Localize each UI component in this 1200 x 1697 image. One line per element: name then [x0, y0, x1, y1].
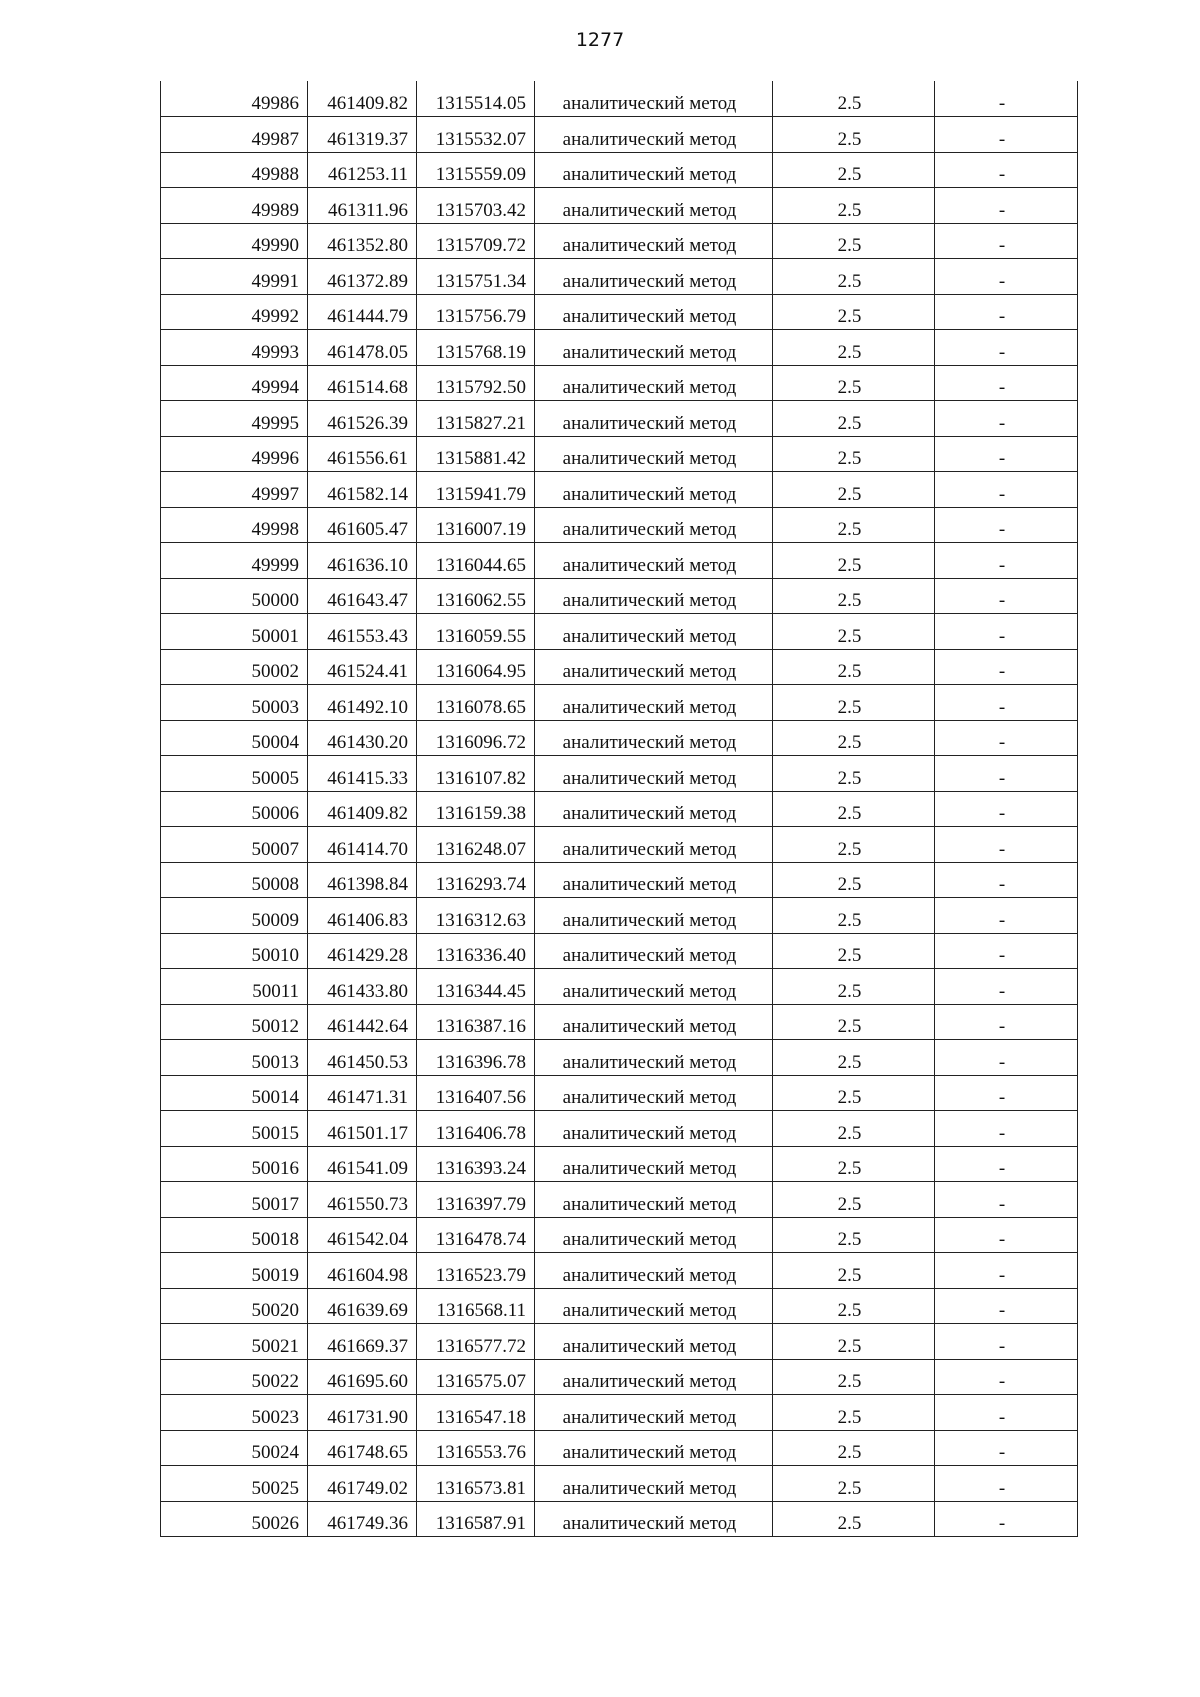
accuracy-cell: 2.5 [773, 1288, 935, 1324]
accuracy-cell: 2.5 [773, 649, 935, 685]
method-cell: аналитический метод [535, 933, 773, 969]
accuracy-cell: 2.5 [773, 1253, 935, 1289]
method-cell: аналитический метод [535, 1466, 773, 1502]
table-row [161, 898, 1078, 934]
x-coordinate-cell: 461636.10 [308, 543, 417, 579]
point-number-cell: 49995 [161, 401, 308, 437]
x-coordinate-cell: 461542.04 [308, 1217, 417, 1253]
x-coordinate-cell: 461749.36 [308, 1501, 417, 1537]
method-cell: аналитический метод [535, 862, 773, 898]
method-cell: аналитический метод [535, 756, 773, 792]
x-coordinate-cell: 461526.39 [308, 401, 417, 437]
accuracy-cell: 2.5 [773, 117, 935, 153]
point-number-cell: 50002 [161, 649, 308, 685]
y-coordinate-cell: 1316523.79 [417, 1253, 535, 1289]
accuracy-cell: 2.5 [773, 756, 935, 792]
x-coordinate-cell: 461409.82 [308, 791, 417, 827]
table-row [161, 365, 1078, 401]
method-cell: аналитический метод [535, 898, 773, 934]
point-number-cell: 50019 [161, 1253, 308, 1289]
table-row [161, 294, 1078, 330]
y-coordinate-cell: 1315709.72 [417, 223, 535, 259]
table-row [161, 1253, 1078, 1289]
point-number-cell: 50004 [161, 720, 308, 756]
method-cell: аналитический метод [535, 791, 773, 827]
y-coordinate-cell: 1315756.79 [417, 294, 535, 330]
point-number-cell: 49993 [161, 330, 308, 366]
x-coordinate-cell: 461604.98 [308, 1253, 417, 1289]
table-row [161, 685, 1078, 721]
method-cell: аналитический метод [535, 1004, 773, 1040]
point-number-cell: 49988 [161, 152, 308, 188]
point-number-cell: 49989 [161, 188, 308, 224]
note-cell: - [935, 188, 1078, 224]
point-number-cell: 49998 [161, 507, 308, 543]
note-cell: - [935, 401, 1078, 437]
table-row [161, 756, 1078, 792]
method-cell: аналитический метод [535, 614, 773, 650]
y-coordinate-cell: 1315881.42 [417, 436, 535, 472]
x-coordinate-cell: 461550.73 [308, 1182, 417, 1218]
note-cell: - [935, 1040, 1078, 1076]
y-coordinate-cell: 1315827.21 [417, 401, 535, 437]
page-number: 1277 [575, 29, 625, 51]
accuracy-cell: 2.5 [773, 401, 935, 437]
y-coordinate-cell: 1316587.91 [417, 1501, 535, 1537]
note-cell: - [935, 791, 1078, 827]
table-row [161, 543, 1078, 579]
x-coordinate-cell: 461415.33 [308, 756, 417, 792]
table-row [161, 1501, 1078, 1537]
y-coordinate-cell: 1316573.81 [417, 1466, 535, 1502]
note-cell: - [935, 1253, 1078, 1289]
point-number-cell: 50011 [161, 969, 308, 1005]
method-cell: аналитический метод [535, 543, 773, 579]
note-cell: - [935, 1182, 1078, 1218]
table-row [161, 152, 1078, 188]
accuracy-cell: 2.5 [773, 614, 935, 650]
table-row [161, 1075, 1078, 1111]
table-row [161, 330, 1078, 366]
accuracy-cell: 2.5 [773, 1075, 935, 1111]
y-coordinate-cell: 1315941.79 [417, 472, 535, 508]
table-row [161, 1182, 1078, 1218]
x-coordinate-cell: 461406.83 [308, 898, 417, 934]
method-cell: аналитический метод [535, 1111, 773, 1147]
point-number-cell: 50010 [161, 933, 308, 969]
table-row [161, 614, 1078, 650]
table-row [161, 472, 1078, 508]
accuracy-cell: 2.5 [773, 436, 935, 472]
accuracy-cell: 2.5 [773, 1359, 935, 1395]
method-cell: аналитический метод [535, 294, 773, 330]
method-cell: аналитический метод [535, 1359, 773, 1395]
x-coordinate-cell: 461541.09 [308, 1146, 417, 1182]
y-coordinate-cell: 1316064.95 [417, 649, 535, 685]
accuracy-cell: 2.5 [773, 223, 935, 259]
method-cell: аналитический метод [535, 401, 773, 437]
accuracy-cell: 2.5 [773, 933, 935, 969]
table-row [161, 436, 1078, 472]
note-cell: - [935, 720, 1078, 756]
note-cell: - [935, 649, 1078, 685]
note-cell: - [935, 436, 1078, 472]
method-cell: аналитический метод [535, 1430, 773, 1466]
point-number-cell: 49997 [161, 472, 308, 508]
x-coordinate-cell: 461695.60 [308, 1359, 417, 1395]
accuracy-cell: 2.5 [773, 1324, 935, 1360]
x-coordinate-cell: 461524.41 [308, 649, 417, 685]
note-cell: - [935, 969, 1078, 1005]
accuracy-cell: 2.5 [773, 1217, 935, 1253]
y-coordinate-cell: 1316007.19 [417, 507, 535, 543]
x-coordinate-cell: 461639.69 [308, 1288, 417, 1324]
note-cell: - [935, 862, 1078, 898]
method-cell: аналитический метод [535, 472, 773, 508]
table-row [161, 1466, 1078, 1502]
note-cell: - [935, 1324, 1078, 1360]
table-row [161, 1395, 1078, 1431]
method-cell: аналитический метод [535, 1501, 773, 1537]
table-row [161, 1217, 1078, 1253]
point-number-cell: 50000 [161, 578, 308, 614]
accuracy-cell: 2.5 [773, 791, 935, 827]
table-row [161, 649, 1078, 685]
note-cell: - [935, 756, 1078, 792]
point-number-cell: 50006 [161, 791, 308, 827]
note-cell: - [935, 152, 1078, 188]
y-coordinate-cell: 1316553.76 [417, 1430, 535, 1466]
table-row [161, 1430, 1078, 1466]
point-number-cell: 49987 [161, 117, 308, 153]
note-cell: - [935, 507, 1078, 543]
x-coordinate-cell: 461409.82 [308, 81, 417, 117]
y-coordinate-cell: 1316312.63 [417, 898, 535, 934]
method-cell: аналитический метод [535, 649, 773, 685]
y-coordinate-cell: 1316397.79 [417, 1182, 535, 1218]
accuracy-cell: 2.5 [773, 543, 935, 579]
accuracy-cell: 2.5 [773, 1146, 935, 1182]
note-cell: - [935, 543, 1078, 579]
x-coordinate-cell: 461748.65 [308, 1430, 417, 1466]
y-coordinate-cell: 1315559.09 [417, 152, 535, 188]
method-cell: аналитический метод [535, 330, 773, 366]
point-number-cell: 50020 [161, 1288, 308, 1324]
table-row [161, 1324, 1078, 1360]
table-row [161, 1359, 1078, 1395]
table-row [161, 401, 1078, 437]
table-row [161, 933, 1078, 969]
note-cell: - [935, 1217, 1078, 1253]
note-cell: - [935, 1004, 1078, 1040]
method-cell: аналитический метод [535, 578, 773, 614]
method-cell: аналитический метод [535, 1253, 773, 1289]
method-cell: аналитический метод [535, 223, 773, 259]
point-number-cell: 49990 [161, 223, 308, 259]
note-cell: - [935, 827, 1078, 863]
method-cell: аналитический метод [535, 436, 773, 472]
accuracy-cell: 2.5 [773, 1182, 935, 1218]
y-coordinate-cell: 1315532.07 [417, 117, 535, 153]
note-cell: - [935, 472, 1078, 508]
table-row [161, 1146, 1078, 1182]
x-coordinate-cell: 461430.20 [308, 720, 417, 756]
point-number-cell: 50022 [161, 1359, 308, 1395]
y-coordinate-cell: 1315703.42 [417, 188, 535, 224]
y-coordinate-cell: 1316478.74 [417, 1217, 535, 1253]
x-coordinate-cell: 461352.80 [308, 223, 417, 259]
x-coordinate-cell: 461731.90 [308, 1395, 417, 1431]
coordinates-table-body [161, 81, 1078, 1537]
method-cell: аналитический метод [535, 1395, 773, 1431]
table-row [161, 223, 1078, 259]
x-coordinate-cell: 461582.14 [308, 472, 417, 508]
y-coordinate-cell: 1315792.50 [417, 365, 535, 401]
note-cell: - [935, 1395, 1078, 1431]
point-number-cell: 50018 [161, 1217, 308, 1253]
y-coordinate-cell: 1316407.56 [417, 1075, 535, 1111]
y-coordinate-cell: 1315514.05 [417, 81, 535, 117]
x-coordinate-cell: 461553.43 [308, 614, 417, 650]
table-row [161, 1111, 1078, 1147]
y-coordinate-cell: 1316336.40 [417, 933, 535, 969]
x-coordinate-cell: 461514.68 [308, 365, 417, 401]
point-number-cell: 50025 [161, 1466, 308, 1502]
accuracy-cell: 2.5 [773, 472, 935, 508]
point-number-cell: 50021 [161, 1324, 308, 1360]
note-cell: - [935, 294, 1078, 330]
method-cell: аналитический метод [535, 117, 773, 153]
y-coordinate-cell: 1316396.78 [417, 1040, 535, 1076]
method-cell: аналитический метод [535, 1146, 773, 1182]
point-number-cell: 49999 [161, 543, 308, 579]
accuracy-cell: 2.5 [773, 578, 935, 614]
x-coordinate-cell: 461429.28 [308, 933, 417, 969]
accuracy-cell: 2.5 [773, 188, 935, 224]
point-number-cell: 50017 [161, 1182, 308, 1218]
table-row [161, 969, 1078, 1005]
method-cell: аналитический метод [535, 1324, 773, 1360]
x-coordinate-cell: 461492.10 [308, 685, 417, 721]
table-row [161, 720, 1078, 756]
method-cell: аналитический метод [535, 81, 773, 117]
table-row [161, 81, 1078, 117]
accuracy-cell: 2.5 [773, 259, 935, 295]
y-coordinate-cell: 1316078.65 [417, 685, 535, 721]
x-coordinate-cell: 461372.89 [308, 259, 417, 295]
accuracy-cell: 2.5 [773, 81, 935, 117]
method-cell: аналитический метод [535, 152, 773, 188]
table-row [161, 1040, 1078, 1076]
x-coordinate-cell: 461253.11 [308, 152, 417, 188]
y-coordinate-cell: 1316159.38 [417, 791, 535, 827]
table-row [161, 188, 1078, 224]
accuracy-cell: 2.5 [773, 1501, 935, 1537]
point-number-cell: 50026 [161, 1501, 308, 1537]
note-cell: - [935, 1501, 1078, 1537]
table-row [161, 117, 1078, 153]
point-number-cell: 49992 [161, 294, 308, 330]
y-coordinate-cell: 1316406.78 [417, 1111, 535, 1147]
x-coordinate-cell: 461605.47 [308, 507, 417, 543]
note-cell: - [935, 1111, 1078, 1147]
accuracy-cell: 2.5 [773, 898, 935, 934]
method-cell: аналитический метод [535, 1075, 773, 1111]
point-number-cell: 49994 [161, 365, 308, 401]
x-coordinate-cell: 461471.31 [308, 1075, 417, 1111]
note-cell: - [935, 117, 1078, 153]
accuracy-cell: 2.5 [773, 152, 935, 188]
accuracy-cell: 2.5 [773, 685, 935, 721]
point-number-cell: 50003 [161, 685, 308, 721]
y-coordinate-cell: 1316044.65 [417, 543, 535, 579]
point-number-cell: 50023 [161, 1395, 308, 1431]
method-cell: аналитический метод [535, 720, 773, 756]
note-cell: - [935, 259, 1078, 295]
note-cell: - [935, 330, 1078, 366]
point-number-cell: 50008 [161, 862, 308, 898]
x-coordinate-cell: 461749.02 [308, 1466, 417, 1502]
method-cell: аналитический метод [535, 1217, 773, 1253]
method-cell: аналитический метод [535, 188, 773, 224]
y-coordinate-cell: 1316575.07 [417, 1359, 535, 1395]
y-coordinate-cell: 1316062.55 [417, 578, 535, 614]
y-coordinate-cell: 1316107.82 [417, 756, 535, 792]
x-coordinate-cell: 461433.80 [308, 969, 417, 1005]
accuracy-cell: 2.5 [773, 365, 935, 401]
y-coordinate-cell: 1316096.72 [417, 720, 535, 756]
table-row [161, 578, 1078, 614]
point-number-cell: 50024 [161, 1430, 308, 1466]
x-coordinate-cell: 461643.47 [308, 578, 417, 614]
point-number-cell: 49986 [161, 81, 308, 117]
x-coordinate-cell: 461669.37 [308, 1324, 417, 1360]
y-coordinate-cell: 1316248.07 [417, 827, 535, 863]
y-coordinate-cell: 1316568.11 [417, 1288, 535, 1324]
table-row [161, 862, 1078, 898]
x-coordinate-cell: 461414.70 [308, 827, 417, 863]
x-coordinate-cell: 461501.17 [308, 1111, 417, 1147]
x-coordinate-cell: 461311.96 [308, 188, 417, 224]
x-coordinate-cell: 461444.79 [308, 294, 417, 330]
accuracy-cell: 2.5 [773, 294, 935, 330]
x-coordinate-cell: 461478.05 [308, 330, 417, 366]
point-number-cell: 49991 [161, 259, 308, 295]
note-cell: - [935, 1075, 1078, 1111]
table-row [161, 1288, 1078, 1324]
note-cell: - [935, 898, 1078, 934]
accuracy-cell: 2.5 [773, 1111, 935, 1147]
table-row [161, 1004, 1078, 1040]
point-number-cell: 49996 [161, 436, 308, 472]
x-coordinate-cell: 461442.64 [308, 1004, 417, 1040]
accuracy-cell: 2.5 [773, 507, 935, 543]
note-cell: - [935, 933, 1078, 969]
point-number-cell: 50014 [161, 1075, 308, 1111]
x-coordinate-cell: 461398.84 [308, 862, 417, 898]
accuracy-cell: 2.5 [773, 1004, 935, 1040]
y-coordinate-cell: 1315751.34 [417, 259, 535, 295]
point-number-cell: 50016 [161, 1146, 308, 1182]
table-row [161, 827, 1078, 863]
table-row [161, 507, 1078, 543]
accuracy-cell: 2.5 [773, 1430, 935, 1466]
note-cell: - [935, 1359, 1078, 1395]
point-number-cell: 50001 [161, 614, 308, 650]
point-number-cell: 50013 [161, 1040, 308, 1076]
y-coordinate-cell: 1316577.72 [417, 1324, 535, 1360]
accuracy-cell: 2.5 [773, 827, 935, 863]
note-cell: - [935, 81, 1078, 117]
method-cell: аналитический метод [535, 969, 773, 1005]
y-coordinate-cell: 1316344.45 [417, 969, 535, 1005]
y-coordinate-cell: 1316393.24 [417, 1146, 535, 1182]
method-cell: аналитический метод [535, 1182, 773, 1218]
method-cell: аналитический метод [535, 259, 773, 295]
method-cell: аналитический метод [535, 1040, 773, 1076]
note-cell: - [935, 1288, 1078, 1324]
method-cell: аналитический метод [535, 1288, 773, 1324]
coordinates-table [160, 81, 1078, 1537]
note-cell: - [935, 614, 1078, 650]
method-cell: аналитический метод [535, 827, 773, 863]
x-coordinate-cell: 461450.53 [308, 1040, 417, 1076]
note-cell: - [935, 1430, 1078, 1466]
y-coordinate-cell: 1316293.74 [417, 862, 535, 898]
method-cell: аналитический метод [535, 365, 773, 401]
method-cell: аналитический метод [535, 507, 773, 543]
accuracy-cell: 2.5 [773, 862, 935, 898]
note-cell: - [935, 1146, 1078, 1182]
y-coordinate-cell: 1315768.19 [417, 330, 535, 366]
point-number-cell: 50015 [161, 1111, 308, 1147]
note-cell: - [935, 685, 1078, 721]
table-row [161, 791, 1078, 827]
y-coordinate-cell: 1316059.55 [417, 614, 535, 650]
y-coordinate-cell: 1316547.18 [417, 1395, 535, 1431]
table-row [161, 259, 1078, 295]
y-coordinate-cell: 1316387.16 [417, 1004, 535, 1040]
x-coordinate-cell: 461319.37 [308, 117, 417, 153]
point-number-cell: 50012 [161, 1004, 308, 1040]
x-coordinate-cell: 461556.61 [308, 436, 417, 472]
accuracy-cell: 2.5 [773, 1466, 935, 1502]
method-cell: аналитический метод [535, 685, 773, 721]
accuracy-cell: 2.5 [773, 1040, 935, 1076]
accuracy-cell: 2.5 [773, 1395, 935, 1431]
point-number-cell: 50005 [161, 756, 308, 792]
note-cell: - [935, 578, 1078, 614]
note-cell: - [935, 223, 1078, 259]
note-cell: - [935, 1466, 1078, 1502]
accuracy-cell: 2.5 [773, 969, 935, 1005]
point-number-cell: 50009 [161, 898, 308, 934]
note-cell: - [935, 365, 1078, 401]
accuracy-cell: 2.5 [773, 720, 935, 756]
point-number-cell: 50007 [161, 827, 308, 863]
accuracy-cell: 2.5 [773, 330, 935, 366]
